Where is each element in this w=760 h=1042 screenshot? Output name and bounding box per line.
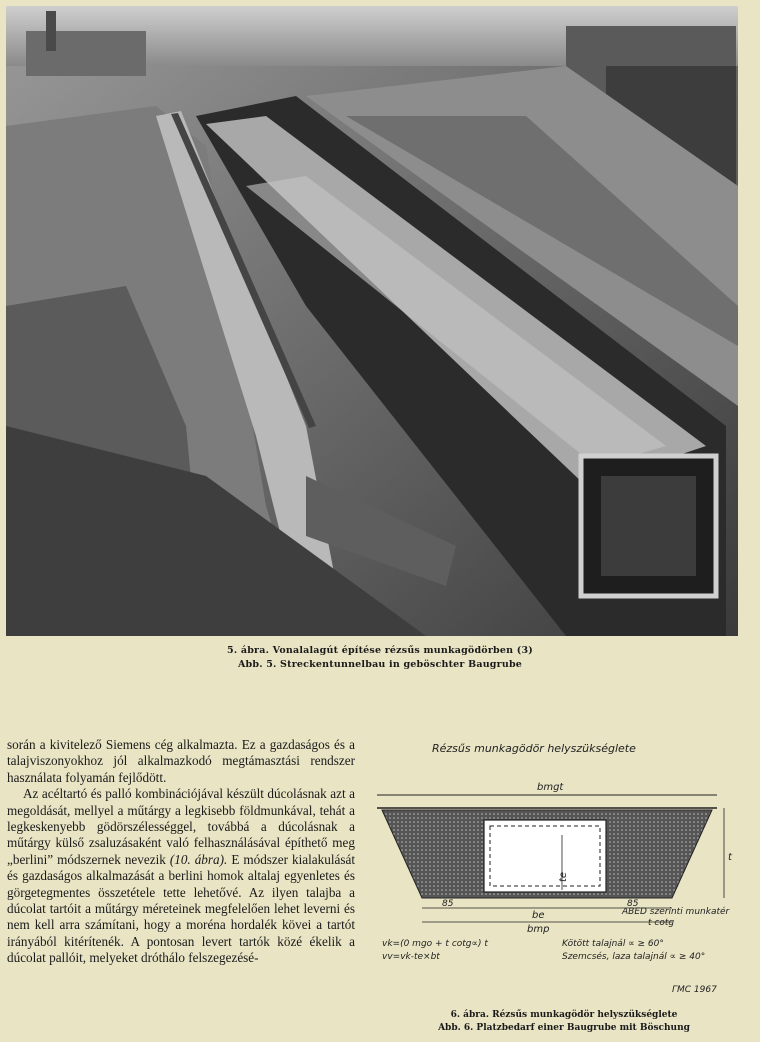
label-abed: ABED szerinti munkatér (622, 907, 730, 917)
paragraph-2-cont: E módszer kialakulását és gazdaságos alkalmazását a berlini homok altalaj egyenletes és görgetegmentes összetétele tette lehetővé. Az ilyen talajba a dúcolat tartóit a műtárgy méreteinek megfelelően lehet leverni és nem kell arra számítani, hogy a moréna hordalék kövei a tartót irányából kitérítenék. A pontosan levert tartók közé ékelik a dúcolat pallóit, melyeket dróthálo felszegezésé- (7, 851, 356, 966)
label-bmgt: bmgt (537, 782, 564, 793)
diagram-title: Rézsűs munkagödör helyszükséglete (432, 742, 636, 755)
pit-cross-section-diagram (372, 740, 756, 1010)
soil-granular: Szemcsés, laza talajnál ∝ ≥ 40° (562, 952, 706, 962)
soil-cohesive: Kötött talajnál ∝ ≥ 60° (562, 939, 664, 949)
figure6-caption-hu: 6. ábra. Rézsűs munkagödör helyszükséglete (450, 1010, 678, 1020)
construction-photo (6, 6, 738, 636)
figure-reference: (10. ábra). (169, 851, 228, 867)
label-be: be (532, 910, 545, 921)
formula-vv: vv=vk-te×bt (382, 952, 440, 962)
label-t-cotg: t cotg (648, 918, 675, 928)
figure5-caption-de: Abb. 5. Streckentunnelbau in geböschter Baugrube (237, 659, 523, 670)
label-t: t (728, 852, 732, 863)
label-85-right: 85 (627, 899, 639, 909)
body-text (7, 737, 355, 967)
structure-outline (484, 820, 606, 892)
stamp: ГМС 1967 (672, 985, 717, 995)
figure6-caption-de: Abb. 6. Platzbedarf einer Baugrube mit Böschung (438, 1023, 690, 1033)
tunnel-construction-photo-illustration (6, 6, 738, 636)
paragraph-2 (7, 786, 355, 966)
paragraph-1: során a kivitelező Siemens cég alkalmazta. Ez a gazdaságos és a talajviszonyokhoz jól alkalmazkodó megtámasztási rendszer használata folyamán fejlődött. (7, 737, 355, 785)
label-te: te (558, 871, 569, 882)
paragraph-2-text: Az acéltartó és palló kombinációjával készült dúcolásnak azt a megoldását, mellyel a műtárgy a legkisebb földmunkával, tehát a legkeskenyebb gödörszélességgel, továbbá a dúcolásnak a műtárgy külső zsaluzásaként való felhasználásával építhető meg „berlini” módszernek nevezik (7, 786, 355, 867)
label-bmp: bmp (527, 924, 550, 935)
formula-vk: vk=(0 mgo + t cotg∝) t (382, 939, 488, 949)
label-85-left: 85 (442, 899, 454, 909)
figure5-caption-hu: 5. ábra. Vonalalagút építése rézsűs munkagödörben (3) (227, 645, 533, 656)
